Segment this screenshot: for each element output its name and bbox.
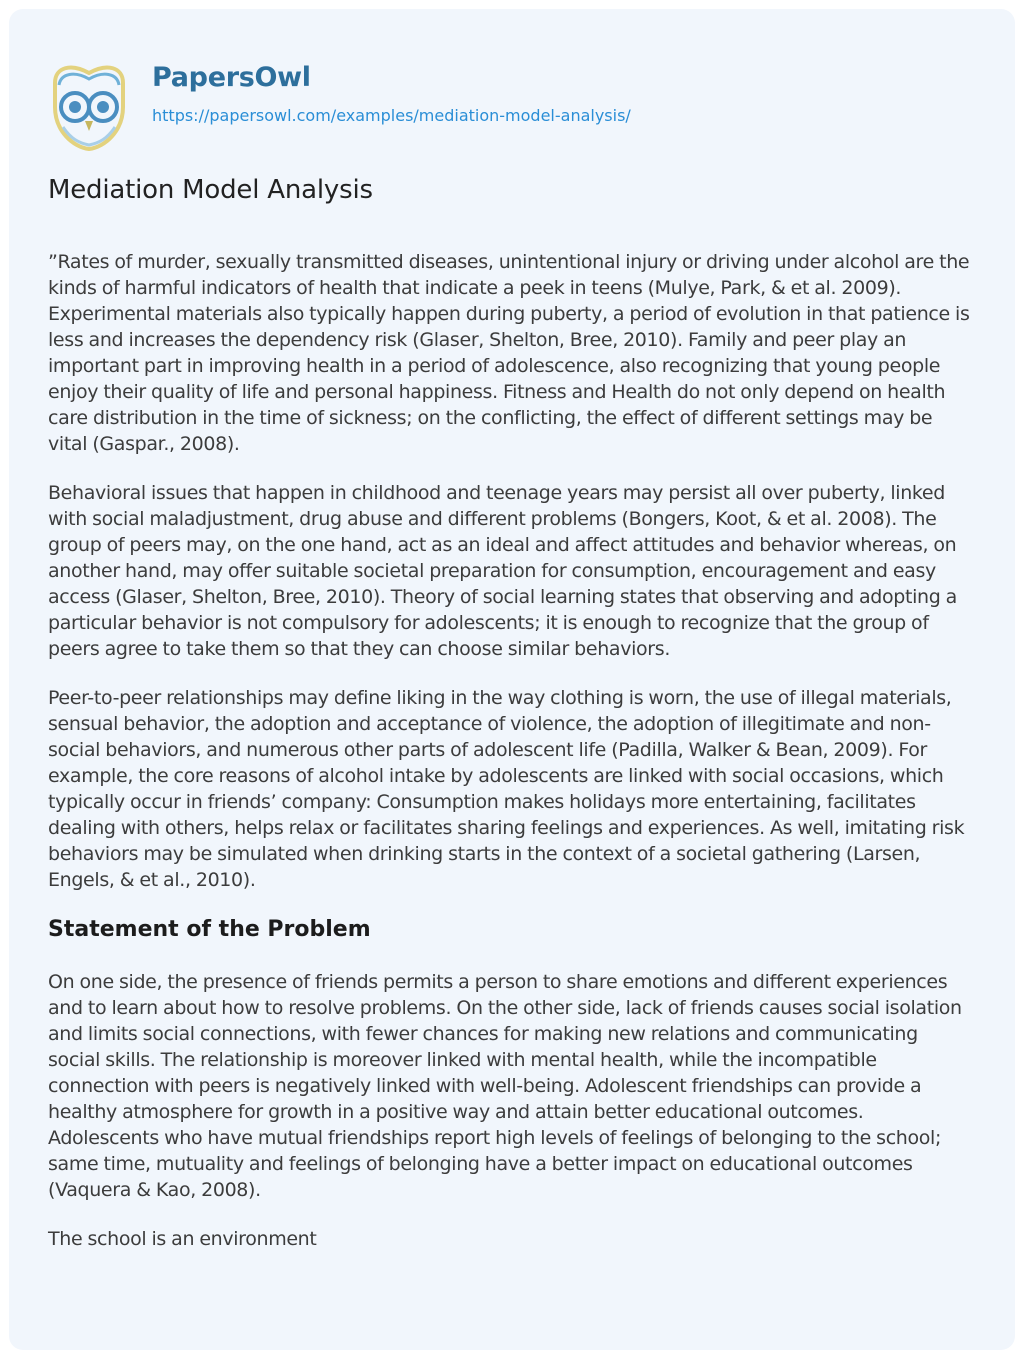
paragraph-truncated: The school is an environment — [48, 1228, 317, 1250]
article-title: Mediation Model Analysis — [48, 175, 373, 205]
paragraph: On one side, the presence of friends permits a person to share emotions and different experiences and to learn about how to resolve problems. On the other side, lack of friends causes social isolation and limits social connections, with fewer chances for making new relations and communicating social skills. The relationship is moreover linked with mental health, while the incompatible connection with peers is negatively linked with well-being. Adolescent friendships can provide a healthy atmosphere for growth in a positive way and attain better educational outcomes. Adolescents who have mutual friendships report high levels of feelings of belonging to the school; same time, mutuality and feelings of belonging have a better impact on educational outcomes (Vaquera & Kao, 2008). — [48, 971, 962, 1201]
site-brand[interactable]: PapersOwl — [152, 62, 311, 93]
section-heading: Statement of the Problem — [48, 917, 371, 942]
document-card — [9, 9, 1015, 1350]
paragraph: Behavioral issues that happen in childhood and teenage years may persist all over puberty, linked with social maladjustment, drug abuse and different problems (Bongers, Koot, & et al. 2008). The group of peers may, on the one hand, act as an ideal and affect attitudes and behavior whereas, on another hand, may offer suitable societal preparation for consumption, encouragement and easy access (Glaser, Shelton, Bree, 2010). Theory of social learning states that observing and adopting a particular behavior is not compulsory for adolescents; it is enough to recognize that the group of peers agree to take them so that they can choose similar behaviors. — [48, 482, 957, 660]
article-body — [48, 173, 973, 1275]
owl-logo-icon[interactable] — [49, 61, 129, 151]
paragraph: Peer-to-peer relationships may define liking in the way clothing is worn, the use of illegal materials, sensual behavior, the adoption and acceptance of violence, the adoption of illegitimate and non-social behaviors, and numerous other parts of adolescent life (Padilla, Walker & Bean, 2009). For example, the core reasons of alcohol intake by adolescents are linked with social occasions, which typically occur in friends’ company: Consumption makes holidays more entertaining, facilitates dealing with others, helps relax or facilitates sharing feelings and experiences. As well, imitating risk behaviors may be simulated when drinking starts in the context of a societal gathering (Larsen, Engels, & et al., 2010). — [48, 687, 965, 891]
article-url-link[interactable]: https://papersowl.com/examples/mediation-model-analysis/ — [152, 106, 631, 125]
paragraph: ”Rates of murder, sexually transmitted diseases, unintentional injury or driving under alcohol are the kinds of harmful indicators of health that indicate a peek in teens (Mulye, Park, & et al. 2009). Experimental materials also typically happen during puberty, a period of evolution in that patience is less and increases the dependency risk (Glaser, Shelton, Bree, 2010). Family and peer play an important part in improving health in a period of adolescence, also recognizing that young people enjoy their quality of life and personal happiness. Fitness and Health do not only depend on health care distribution in the time of sickness; on the conflicting, the effect of different settings may be vital (Gaspar., 2008). — [48, 251, 970, 455]
